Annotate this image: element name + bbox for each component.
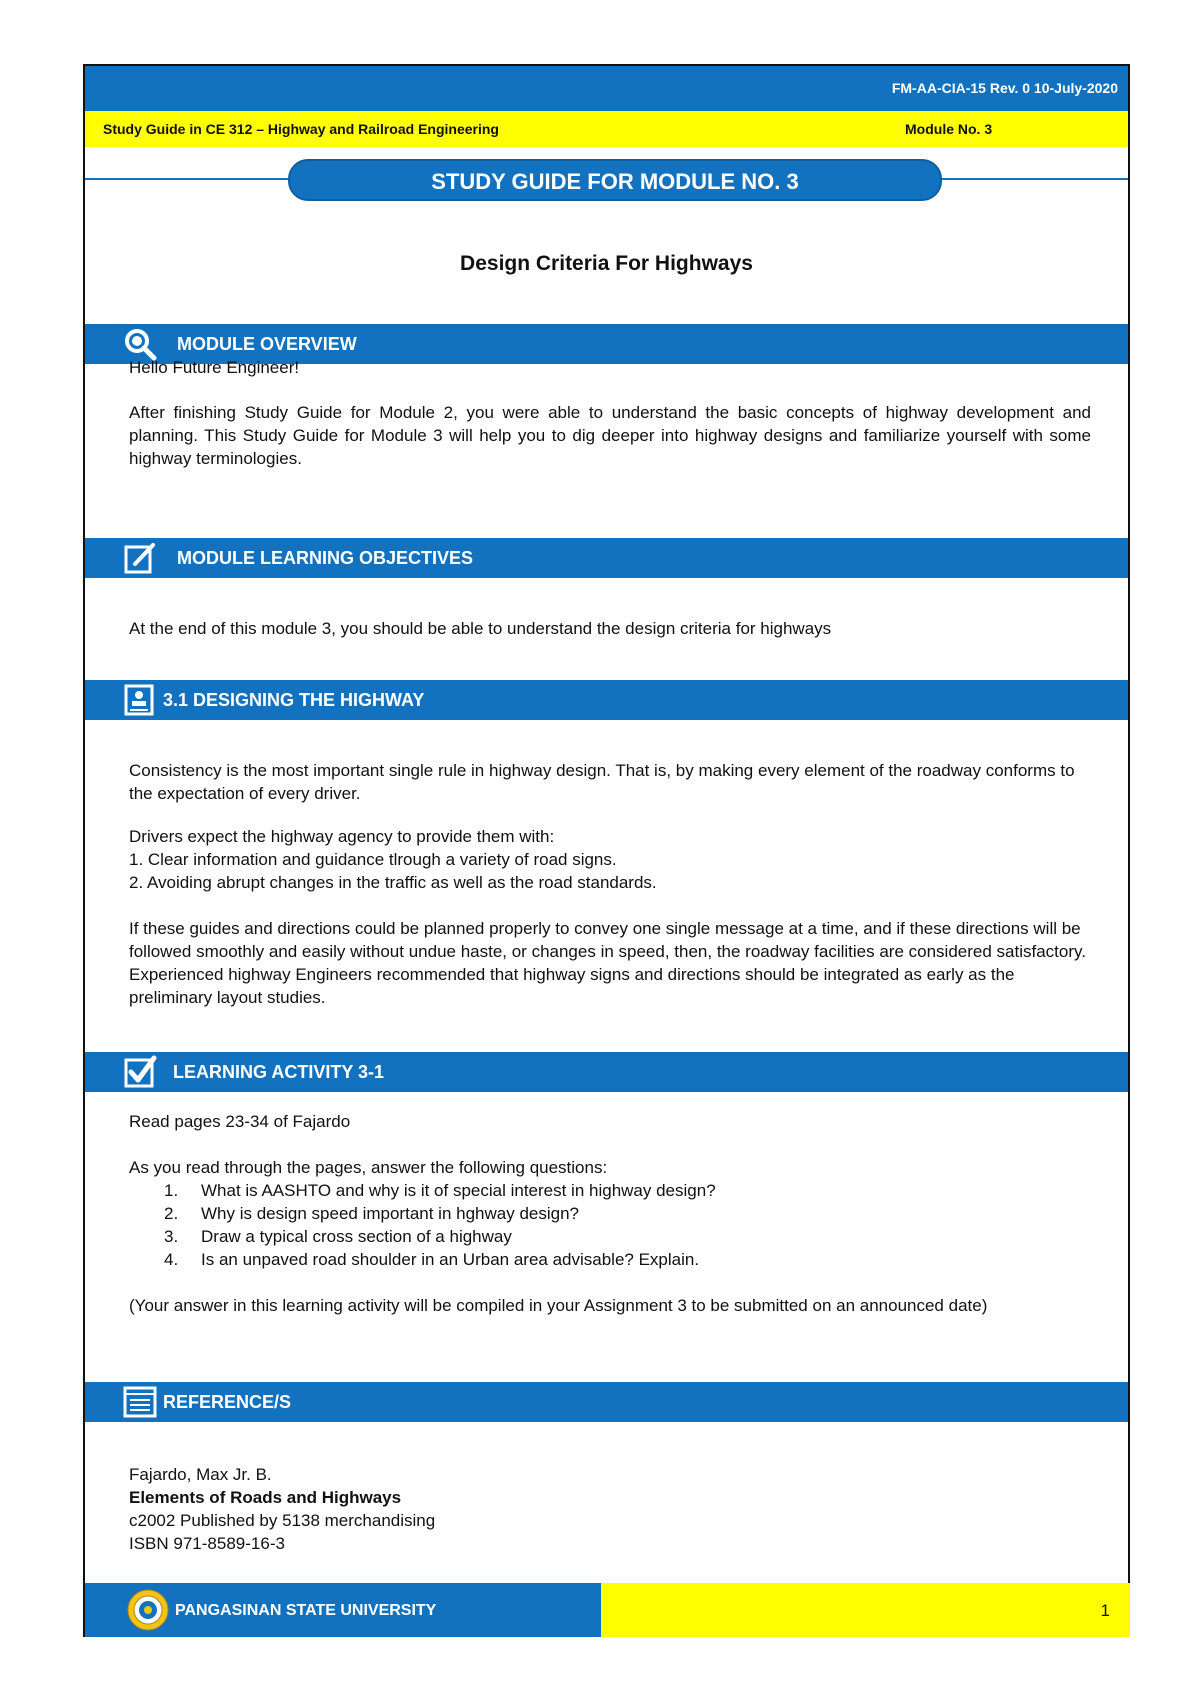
overview-greeting: Hello Future Engineer! [129, 358, 300, 377]
question-number: 3. [164, 1227, 179, 1246]
question-number: 4. [164, 1250, 179, 1269]
question-text: Why is design speed important in hghway design? [201, 1204, 579, 1223]
page-number: 1 [1100, 1601, 1110, 1620]
course-title: Study Guide in CE 312 – Highway and Railroad Engineering [103, 121, 499, 137]
list-item [129, 1202, 1029, 1225]
list-item [129, 1225, 1029, 1248]
section-references-label: REFERENCE/S [163, 1392, 292, 1412]
section-references-header [85, 1382, 1128, 1422]
objectives-body: At the end of this module 3, you should be able to understand the design criteria for highways [129, 619, 832, 638]
university-name: PANGASINAN STATE UNIVERSITY [175, 1602, 437, 1619]
list-item [129, 1248, 1029, 1271]
designing-para-3: If these guides and directions could be planned properly to convey one single message at a time, and if these directions will be followed smoothly and easily without undue haste, or changes in speed, then, the roadway facilities are considered satisfactory. Experienced highway Engineers recommended that highway signs and directions should be integrated as early as the preliminary layout studies. [129, 919, 1086, 1007]
question-number: 1. [164, 1181, 179, 1200]
designing-expect-intro: Drivers expect the highway agency to provide them with: [129, 827, 555, 846]
section-objectives-header [85, 538, 1128, 578]
reference-book-title: Elements of Roads and Highways [129, 1488, 402, 1507]
study-guide-banner [288, 159, 942, 201]
overview-body: After finishing Study Guide for Module 2, you were able to understand the basic concepts of highway development and planning. This Study Guide for Module 3 will help you to dig deeper into highway designs and familiarize yourself with some highway terminologies. [129, 403, 1091, 468]
header-yellow-bar [85, 111, 1128, 147]
activity-note: (Your answer in this learning activity will be compiled in your Assignment 3 to be submitted on an announced date) [129, 1296, 988, 1315]
activity-intro: As you read through the pages, answer the following questions: [129, 1158, 608, 1177]
reference-publisher: c2002 Published by 5138 merchandising [129, 1511, 436, 1530]
activity-question-list [129, 1179, 1029, 1271]
study-guide-title: STUDY GUIDE FOR MODULE NO. 3 [431, 169, 799, 194]
header-blue-bar [85, 66, 1128, 111]
document-icon [123, 683, 157, 717]
question-text: What is AASHTO and why is it of special interest in highway design? [201, 1181, 716, 1200]
checkbox-icon [123, 1055, 157, 1089]
footer-yellow-bar [601, 1583, 1130, 1637]
reference-author: Fajardo, Max Jr. B. [129, 1465, 272, 1484]
question-number: 2. [164, 1204, 179, 1223]
list-item [129, 1179, 1029, 1202]
footer-blue-bar [85, 1583, 601, 1637]
designing-para-1: Consistency is the most important single rule in highway design. That is, by making every element of the roadway conforms to the expectation of every driver. [129, 761, 1075, 803]
section-activity-label: LEARNING ACTIVITY 3-1 [173, 1062, 385, 1082]
section-designing-header [85, 680, 1128, 720]
section-activity-header [85, 1052, 1128, 1092]
university-seal-icon [127, 1589, 169, 1631]
page-frame [83, 64, 1130, 1637]
section-designing-label: 3.1 DESIGNING THE HIGHWAY [163, 690, 425, 710]
reference-isbn: ISBN 971-8589-16-3 [129, 1534, 285, 1553]
form-code: FM-AA-CIA-15 Rev. 0 10-July-2020 [891, 80, 1118, 96]
section-overview-label: MODULE OVERVIEW [177, 334, 357, 354]
question-text: Draw a typical cross section of a highway [201, 1227, 512, 1246]
browser-window-icon [123, 1385, 157, 1419]
designing-expect-1: 1. Clear information and guidance tlrough a variety of road signs. [129, 850, 617, 869]
document-title: Design Criteria For Highways [460, 252, 753, 275]
question-text: Is an unpaved road shoulder in an Urban area advisable? Explain. [201, 1250, 700, 1269]
section-objectives-label: MODULE LEARNING OBJECTIVES [177, 548, 474, 568]
pencil-edit-icon [123, 541, 157, 575]
designing-expect-2: 2. Avoiding abrupt changes in the traffic as well as the road standards. [129, 873, 657, 892]
module-number: Module No. 3 [905, 121, 993, 137]
activity-read: Read pages 23-34 of Fajardo [129, 1112, 351, 1131]
